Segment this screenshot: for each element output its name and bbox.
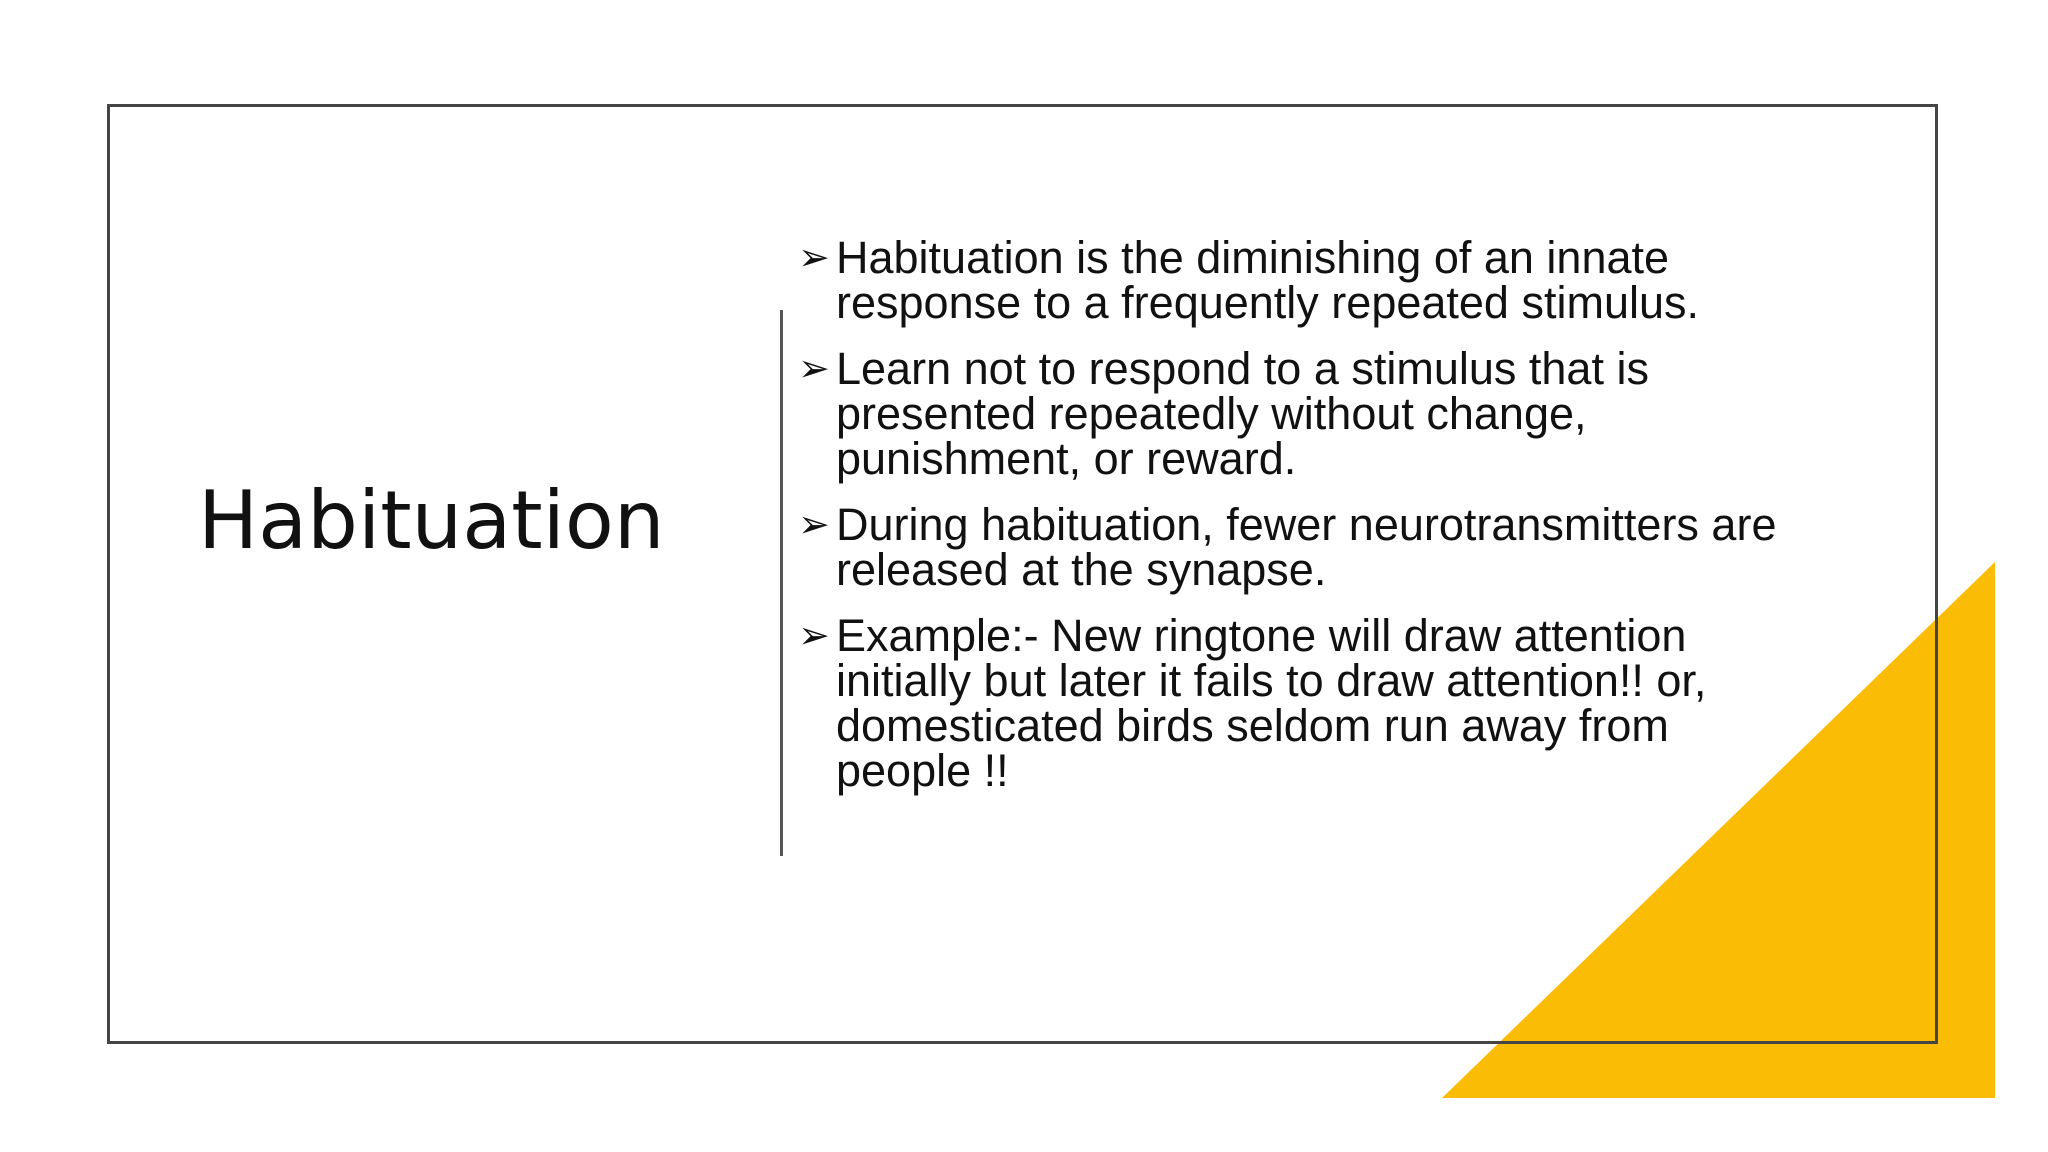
bullet-text: Habituation is the diminishing of an innate response to a frequently repeated stimulus.	[836, 232, 1699, 328]
bullet-item	[798, 499, 1798, 595]
arrow-bullet-icon: ➢	[798, 613, 830, 657]
vertical-divider	[780, 310, 783, 856]
bullet-item	[798, 343, 1798, 484]
bullet-text: Example:- New ringtone will draw attention initially but later it fails to draw attention!! or, domesticated birds seldom run away from people !!	[836, 610, 1707, 796]
bullet-item	[798, 232, 1798, 328]
arrow-bullet-icon: ➢	[798, 502, 830, 546]
slide-title: Habituation	[198, 474, 665, 567]
bullet-text: Learn not to respond to a stimulus that is presented repeatedly without change, punishment, or reward.	[836, 343, 1649, 484]
bullet-item	[798, 610, 1798, 796]
bullet-text: During habituation, fewer neurotransmitters are released at the synapse.	[836, 499, 1777, 595]
bullet-list	[798, 232, 1798, 814]
arrow-bullet-icon: ➢	[798, 346, 830, 390]
arrow-bullet-icon: ➢	[798, 235, 830, 279]
